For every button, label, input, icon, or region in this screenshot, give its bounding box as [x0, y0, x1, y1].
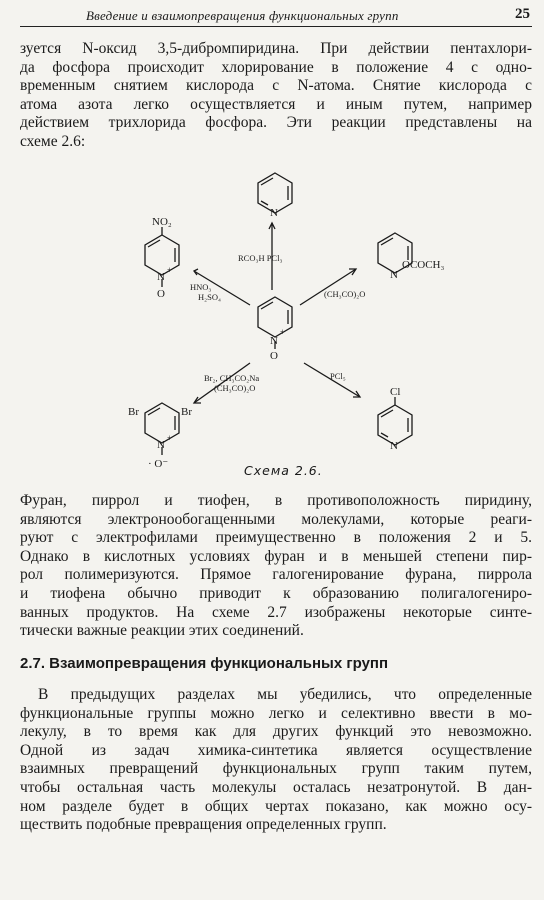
substituent-label: Cl [390, 386, 401, 398]
substituent-label: OCOCH₃ [402, 259, 445, 271]
atom-label: O [157, 288, 165, 300]
text-line: зуется N-оксид 3,5-дибромпиридина. При действии пентахлори- [20, 40, 532, 57]
paragraph-heterocycles [20, 492, 532, 641]
text-line: Одной из задач химика-синтетика является осуществление [20, 741, 532, 759]
text-line: ном разделе будет в общих чертах показано, как можно осу- [20, 797, 532, 815]
atom-label: N [390, 440, 398, 452]
running-header [20, 6, 532, 27]
charge-label: + [280, 327, 286, 337]
text-line: Однако в кислотных условиях фуран и в меньшей степени пир- [20, 547, 532, 565]
atom-label: N [390, 269, 398, 281]
text-line: ществить подобные превращения определенных групп. [20, 816, 387, 834]
text-line: и тиофена обычно приводит к образованию полигалогениро- [20, 584, 532, 602]
chloropyridine-structure [378, 397, 412, 445]
substituent-label: NO₂ [152, 216, 172, 228]
arrow-right-up [300, 269, 356, 305]
paragraph-intro [20, 40, 532, 152]
atom-label: N [157, 439, 165, 451]
section-heading: 2.7. Взаимопревращения функциональных групп [20, 655, 389, 672]
running-title: Введение и взаимопревращения функциональных групп [86, 8, 399, 23]
text-line: тически важные реакции этих соединений. [20, 622, 304, 640]
atom-label: O [270, 350, 278, 362]
substituent-label: Br [128, 406, 139, 418]
reagent-label: PCl₅ [330, 371, 346, 381]
reagent-label: HNO₃ [190, 282, 212, 292]
charge-label: + [167, 433, 173, 443]
text-line: лекулу, в то время как для других функций это невозможно. [20, 723, 532, 741]
atom-label: N [157, 271, 165, 283]
text-line: временным снятием кислорода с N-атома. Снятие кислорода с [20, 77, 532, 95]
reagent-label: Br₂, CH₃CO₂Na [204, 373, 260, 383]
text-line: Фуран, пиррол и тиофен, в противоположность пиридину, [20, 492, 532, 509]
scheme-caption: Схема 2.6. [244, 463, 323, 478]
text-line: действием трихлорида фосфора. Эти реакции представлены на [20, 114, 532, 132]
charge-label: + [167, 265, 173, 275]
text-line: атома азота легко осуществляется и иным путем, например [20, 95, 532, 113]
text-line: функциональные группы можно легко и селективно ввести в мо- [20, 704, 532, 722]
text-line: ванных продуктов. На схеме 2.7 изображены некоторые синте- [20, 603, 532, 621]
atom-label: N [270, 335, 278, 347]
text-line: взаимных превращений функциональных групп таким путем, [20, 760, 532, 778]
text-line: В предыдущих разделах мы убедились, что определенные [38, 686, 532, 703]
paragraph-section-body [20, 686, 532, 835]
page-number: 25 [515, 6, 530, 22]
reagent-label: RCO₃H PCl₃ [238, 253, 283, 263]
text-line: рол полимеризуются. Прямое галогенирование фурана, пиррола [20, 566, 532, 584]
atom-label: · O⁻ [148, 458, 169, 470]
substituent-label: Br [181, 406, 192, 418]
reagent-label: (CH₃CO)₂O [324, 289, 366, 299]
reagent-label: (CH₃CO)₂O [214, 383, 256, 393]
reaction-scheme [110, 165, 445, 485]
text-line: руют с электрофилами преимущественно в положения 2 и 5. [20, 529, 532, 547]
reagent-label: H₂SO₄ [198, 292, 221, 302]
text-line: являются электронообогащенными молекулами, которые реаги- [20, 510, 532, 528]
atom-label: N [270, 207, 278, 219]
text-line: схеме 2.6: [20, 132, 86, 150]
text-line: да фосфора происходит хлорирование в положение 4 с одно- [20, 58, 532, 76]
text-line: чтобы остальная часть молекулы осталась незатронутой. В дан- [20, 778, 532, 796]
